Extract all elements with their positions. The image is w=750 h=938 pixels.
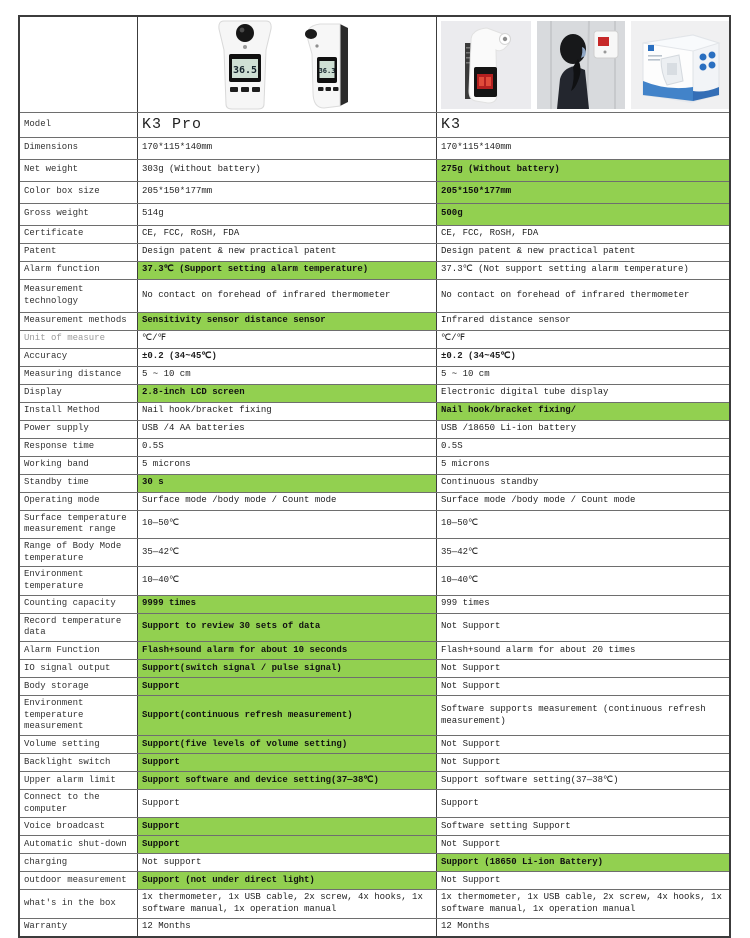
row-label: Body storage	[20, 678, 138, 695]
k3-value: ℃/℉	[441, 333, 466, 344]
k3-value: ±0.2 (34~45℃)	[441, 351, 516, 362]
spec-row-range-of-body-mode-temperature	[20, 539, 729, 567]
brand-logo	[648, 45, 654, 51]
k3pro-value: Support(switch signal / pulse signal)	[138, 660, 437, 677]
k3pro-value: Nail hook/bracket fixing	[138, 403, 437, 420]
k3pro-value: 5 ~ 10 cm	[138, 367, 437, 384]
k3pro-value: ℃/℉	[138, 331, 437, 348]
k3pro-front-thermometer-image	[216, 20, 274, 110]
k3-value: K3	[441, 116, 462, 133]
k3pro-value: 10—40℃	[138, 567, 437, 594]
spec-row-gross-weight	[20, 204, 729, 226]
row-label: Dimensions	[20, 138, 138, 159]
row-label: charging	[20, 854, 138, 871]
k3-value: Software supports measurement (continuous refresh measurement)	[441, 703, 706, 726]
k3pro-value: Support	[138, 836, 437, 853]
k3-usage-photo	[537, 21, 625, 109]
k3-value: USB /18650 Li-ion battery	[441, 423, 577, 434]
spec-row-environment-temperature	[20, 567, 729, 595]
spec-row-what-s-in-the-box	[20, 890, 729, 918]
k3-value: Support (18650 Li-ion Battery)	[437, 854, 729, 871]
k3-value: 35—42℃	[441, 546, 479, 557]
spec-row-measurement-technology	[20, 280, 729, 313]
k3pro-value: Support	[138, 754, 437, 771]
red-led-display	[598, 37, 609, 46]
k3pro-value: Support(continuous refresh measurement)	[138, 696, 437, 735]
row-label: Accuracy	[20, 349, 138, 366]
spec-row-upper-alarm-limit	[20, 772, 729, 790]
k3-value: No contact on forehead of infrared thermometer	[441, 289, 690, 300]
spec-row-standby-time	[20, 475, 729, 493]
k3-value: 12 Months	[441, 921, 490, 932]
k3-value: 0.5S	[441, 441, 463, 452]
spec-row-measurement-methods	[20, 313, 729, 331]
row-label: Range of Body Mode temperature	[20, 539, 138, 566]
red-led-digits	[479, 77, 484, 86]
spec-row-certificate	[20, 226, 729, 244]
k3-value: Not Support	[441, 680, 501, 691]
k3-box-image	[631, 21, 729, 109]
k3pro-value: K3 Pro	[138, 113, 437, 137]
k3-value: Surface mode /body mode / Count mode	[441, 495, 636, 506]
spec-row-warranty	[20, 919, 729, 936]
k3pro-value: 12 Months	[138, 919, 437, 936]
k3-value: Support software setting(37—38℃)	[441, 774, 619, 785]
k3pro-value: 37.3℃ (Support setting alarm temperature)	[138, 262, 437, 279]
k3pro-value: Support (not under direct light)	[138, 872, 437, 889]
product-images-row	[20, 17, 729, 113]
k3pro-side-thermometer-image	[296, 20, 358, 110]
k3-value: 10—40℃	[441, 575, 479, 586]
k3pro-images-cell	[138, 17, 437, 112]
row-label: Automatic shut-down	[20, 836, 138, 853]
k3-value: 5 ~ 10 cm	[441, 369, 490, 380]
k3-value: 5 microns	[441, 459, 490, 470]
row-label: Upper alarm limit	[20, 772, 138, 789]
row-label: Patent	[20, 244, 138, 261]
k3pro-value: Support software and device setting(37—38℃)	[138, 772, 437, 789]
k3pro-value: 205*150*177mm	[138, 182, 437, 203]
k3pro-value: ±0.2 (34~45℃)	[138, 349, 437, 366]
k3pro-value: 2.8-inch LCD screen	[138, 385, 437, 402]
k3-value: Infrared distance sensor	[441, 315, 571, 326]
row-label: Standby time	[20, 475, 138, 492]
k3-value: Software setting Support	[441, 821, 571, 832]
row-label: Environment temperature	[20, 567, 138, 594]
k3-value: Not Support	[441, 738, 501, 749]
sensor-lens	[503, 36, 507, 40]
spec-row-power-supply	[20, 421, 729, 439]
spec-row-voice-broadcast	[20, 818, 729, 836]
k3pro-value: 30 s	[138, 475, 437, 492]
row-label: Power supply	[20, 421, 138, 438]
k3pro-value: 10—50℃	[138, 511, 437, 538]
k3-value: CE, FCC, RoSH, FDA	[441, 228, 539, 239]
row-label: Working band	[20, 457, 138, 474]
spec-row-unit-of-measure	[20, 331, 729, 349]
spec-row-body-storage	[20, 678, 729, 696]
side-back-panel	[340, 24, 348, 106]
k3-value: 37.3℃ (Not support setting alarm temperature)	[441, 264, 689, 275]
spec-row-dimensions	[20, 138, 729, 160]
spec-row-charging	[20, 854, 729, 872]
row-label: Alarm Function	[20, 642, 138, 659]
spec-row-operating-mode	[20, 493, 729, 511]
row-label: Operating mode	[20, 493, 138, 510]
row-label: Certificate	[20, 226, 138, 243]
row-label: Volume setting	[20, 736, 138, 753]
k3pro-value: CE, FCC, RoSH, FDA	[138, 226, 437, 243]
k3-value: Flash+sound alarm for about 20 times	[441, 644, 636, 655]
lcd-reading: 36.5	[232, 64, 258, 76]
row-label: Color box size	[20, 182, 138, 203]
spec-row-io-signal-output	[20, 660, 729, 678]
row-label: Model	[20, 113, 138, 137]
row-label: IO signal output	[20, 660, 138, 677]
k3-value: Not Support	[441, 621, 501, 632]
k3-value: 999 times	[441, 598, 490, 609]
row-label: Backlight switch	[20, 754, 138, 771]
spec-row-counting-capacity	[20, 596, 729, 614]
spec-row-color-box-size	[20, 182, 729, 204]
k3pro-value: Sensitivity sensor distance sensor	[138, 313, 437, 330]
row-label: Display	[20, 385, 138, 402]
row-label: Net weight	[20, 160, 138, 181]
k3pro-value: 9999 times	[138, 596, 437, 613]
k3pro-value: Surface mode /body mode / Count mode	[138, 493, 437, 510]
k3-value: 1x thermometer, 1x USB cable, 2x screw, 4x hooks, 1x software manual, 1x operation manual	[441, 892, 722, 915]
k3pro-value: 514g	[138, 204, 437, 225]
row-label: Connect to the computer	[20, 790, 138, 817]
k3-value: 170*115*140mm	[441, 142, 512, 153]
k3-value: Continuous standby	[441, 477, 539, 488]
k3pro-value: No contact on forehead of infrared thermometer	[138, 280, 437, 312]
lcd-reading: 36.3	[318, 66, 336, 75]
empty-header-cell	[20, 17, 138, 112]
spec-row-environment-temperature-measurement	[20, 696, 729, 736]
spec-row-outdoor-measurement	[20, 872, 729, 890]
k3pro-value: 303g (Without battery)	[138, 160, 437, 181]
k3-images-cell	[437, 17, 733, 112]
spec-row-working-band	[20, 457, 729, 475]
row-label: Measurement technology	[20, 280, 138, 312]
spec-row-install-method	[20, 403, 729, 421]
k3pro-value: Support	[138, 790, 437, 817]
spec-row-automatic-shut-down	[20, 836, 729, 854]
k3-value: 10—50℃	[441, 518, 479, 529]
spec-row-net-weight	[20, 160, 729, 182]
row-label: Measuring distance	[20, 367, 138, 384]
spec-row-surface-temperature-measurement-range	[20, 511, 729, 539]
row-label: Install Method	[20, 403, 138, 420]
spec-row-record-temperature-data	[20, 614, 729, 642]
spec-row-accuracy	[20, 349, 729, 367]
k3-value: Support	[441, 797, 479, 808]
row-label: Environment temperature measurement	[20, 696, 138, 735]
k3pro-value: USB /4 AA batteries	[138, 421, 437, 438]
spec-row-patent	[20, 244, 729, 262]
k3-value: 275g (Without battery)	[437, 160, 729, 181]
person-hair	[560, 34, 586, 64]
row-label: Gross weight	[20, 204, 138, 225]
row-label: Record temperature data	[20, 614, 138, 641]
spec-row-display	[20, 385, 729, 403]
k3-value: Electronic digital tube display	[441, 387, 609, 398]
k3pro-value: 35—42℃	[138, 539, 437, 566]
row-label: outdoor measurement	[20, 872, 138, 889]
k3-value: Design patent & new practical patent	[441, 246, 636, 257]
k3-value: 500g	[437, 204, 729, 225]
spec-rows	[20, 113, 729, 936]
spec-row-measuring-distance	[20, 367, 729, 385]
sensor-lens	[305, 29, 317, 39]
row-label: Measurement methods	[20, 313, 138, 330]
spec-comparison-table	[18, 15, 731, 938]
k3pro-value: 1x thermometer, 1x USB cable, 2x screw, 4x hooks, 1x software manual, 1x operation manual	[138, 890, 437, 917]
row-label: Response time	[20, 439, 138, 456]
spec-row-alarm-function	[20, 262, 729, 280]
row-label: what's in the box	[20, 890, 138, 917]
spec-row-connect-to-the-computer	[20, 790, 729, 818]
spec-row-model	[20, 113, 729, 138]
k3pro-value: Support to review 30 sets of data	[138, 614, 437, 641]
k3pro-value: 5 microns	[138, 457, 437, 474]
k3pro-value: 0.5S	[138, 439, 437, 456]
k3pro-value: Flash+sound alarm for about 10 seconds	[138, 642, 437, 659]
row-label: Surface temperature measurement range	[20, 511, 138, 538]
k3pro-value: Support	[138, 818, 437, 835]
k3-value: Not Support	[441, 756, 501, 767]
k3-product-image	[441, 21, 531, 109]
row-label: Voice broadcast	[20, 818, 138, 835]
k3-value: Not Support	[441, 662, 501, 673]
k3pro-value: Not support	[138, 854, 437, 871]
row-label: Unit of measure	[20, 331, 138, 348]
row-label: Counting capacity	[20, 596, 138, 613]
k3-value: Not Support	[441, 839, 501, 850]
spec-row-response-time	[20, 439, 729, 457]
sensor-lens	[236, 24, 254, 42]
spec-row-backlight-switch	[20, 754, 729, 772]
k3-value: Not Support	[441, 875, 501, 886]
k3pro-value: Support(five levels of volume setting)	[138, 736, 437, 753]
spec-row-alarm-function	[20, 642, 729, 660]
spec-row-volume-setting	[20, 736, 729, 754]
row-label: Alarm function	[20, 262, 138, 279]
k3-value: 205*150*177mm	[437, 182, 729, 203]
row-label: Warranty	[20, 919, 138, 936]
k3-value: Nail hook/bracket fixing/	[437, 403, 729, 420]
k3pro-value: Design patent & new practical patent	[138, 244, 437, 261]
k3pro-value: Support	[138, 678, 437, 695]
k3pro-value: 170*115*140mm	[138, 138, 437, 159]
